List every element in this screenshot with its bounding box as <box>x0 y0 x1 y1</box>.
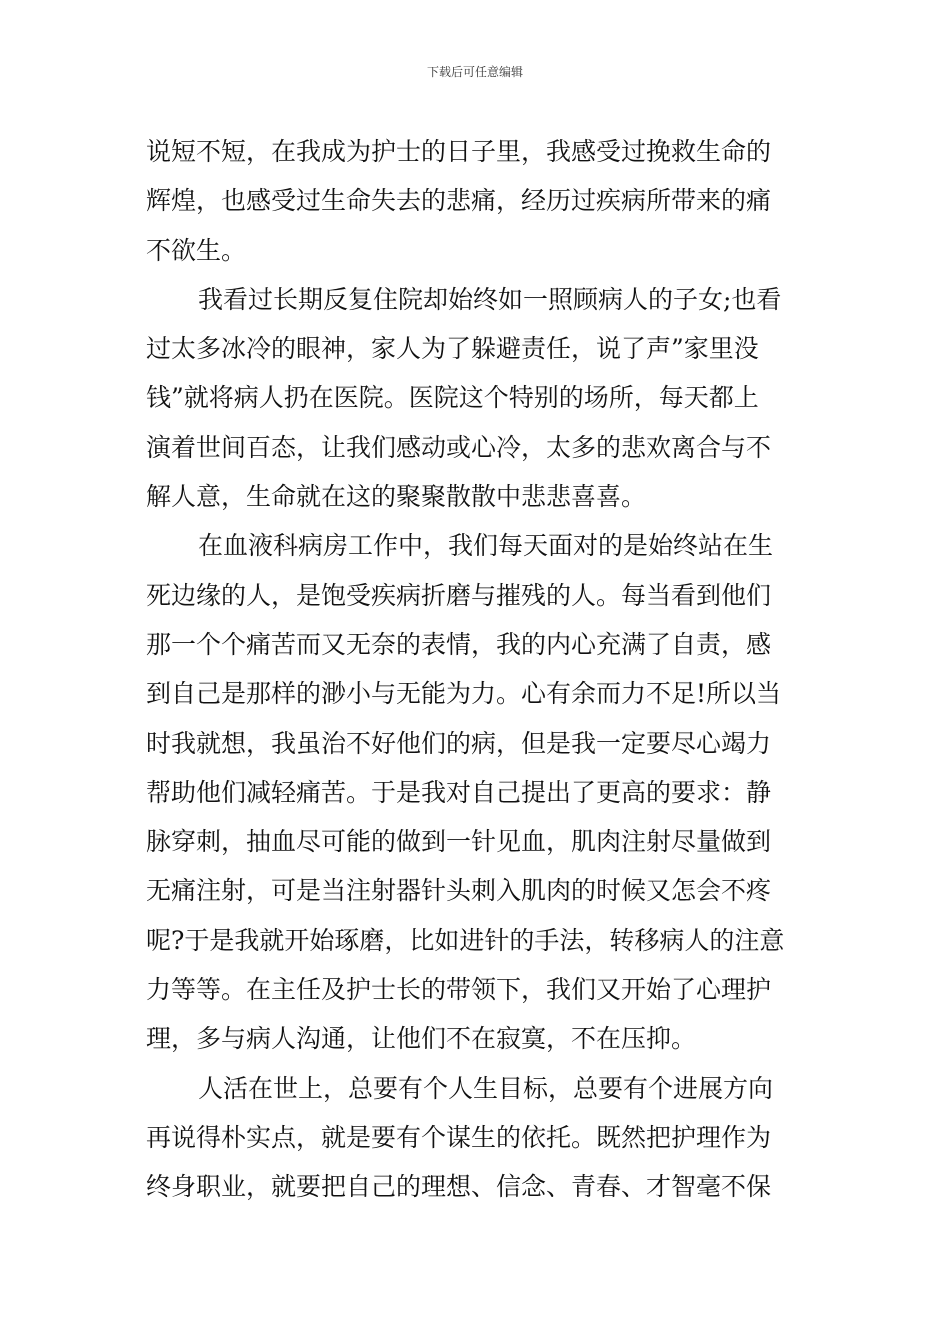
text-line: 解人意，生命就在这的聚聚散散中悲悲喜喜。 <box>146 482 647 512</box>
text-line: 辉煌，也感受过生命失去的悲痛，经历过疾病所带来的痛 <box>146 186 772 216</box>
text-line: 人活在世上，总要有个人生目标，总要有个进展方向 <box>198 1073 774 1103</box>
text-line: 再说得朴实点，就是要有个谋生的依托。既然把护理作为 <box>146 1122 772 1152</box>
text-line: 力等等。在主任及护士长的带领下，我们又开始了心理护 <box>146 975 772 1005</box>
text-line: 脉穿刺，抽血尽可能的做到一针见血，肌肉注射尽量做到 <box>146 827 772 857</box>
text-line: 死边缘的人，是饱受疾病折磨与摧残的人。每当看到他们 <box>146 580 772 610</box>
text-line: 过太多冰冷的眼神，家人为了躲避责任，说了声”家里没 <box>146 334 759 364</box>
text-line: 那一个个痛苦而又无奈的表情，我的内心充满了自责，感 <box>146 629 772 659</box>
text-line: 不欲生。 <box>146 235 247 265</box>
text-line: 在血液科病房工作中，我们每天面对的是始终站在生 <box>198 531 774 561</box>
text-line: 我看过长期反复住院却始终如一照顾病人的子女;也看 <box>198 284 782 314</box>
text-line: 帮助他们减轻痛苦。于是我对自己提出了更高的要求：静 <box>146 777 772 807</box>
paragraph-1 <box>146 127 806 275</box>
text-line: 钱”就将病人扔在医院。医院这个特别的场所，每天都上 <box>146 383 759 413</box>
paragraph-4 <box>146 1064 806 1212</box>
text-line: 终身职业，就要把自己的理想、信念、青春、才智毫不保 <box>146 1172 772 1202</box>
text-line: 理，多与病人沟通，让他们不在寂寞，不在压抑。 <box>146 1024 697 1054</box>
text-line: 时我就想，我虽治不好他们的病，但是我一定要尽心竭力 <box>146 728 772 758</box>
text-line: 说短不短，在我成为护士的日子里，我感受过挽救生命的 <box>146 137 772 166</box>
paragraph-3 <box>146 521 806 1063</box>
paragraph-2 <box>146 275 806 521</box>
text-line: 演着世间百态，让我们感动或心冷，太多的悲欢离合与不 <box>146 432 772 462</box>
text-line: 无痛注射，可是当注射器针头刺入肌肉的时候又怎会不疼 <box>146 876 772 906</box>
text-line: 到自己是那样的渺小与无能为力。心有余而力不足!所以当 <box>146 679 782 709</box>
body-text <box>146 127 806 1212</box>
text-line: 呢?于是我就开始琢磨，比如进针的手法，转移病人的注意 <box>146 925 785 955</box>
header-note: 下载后可任意编辑 <box>426 65 523 79</box>
